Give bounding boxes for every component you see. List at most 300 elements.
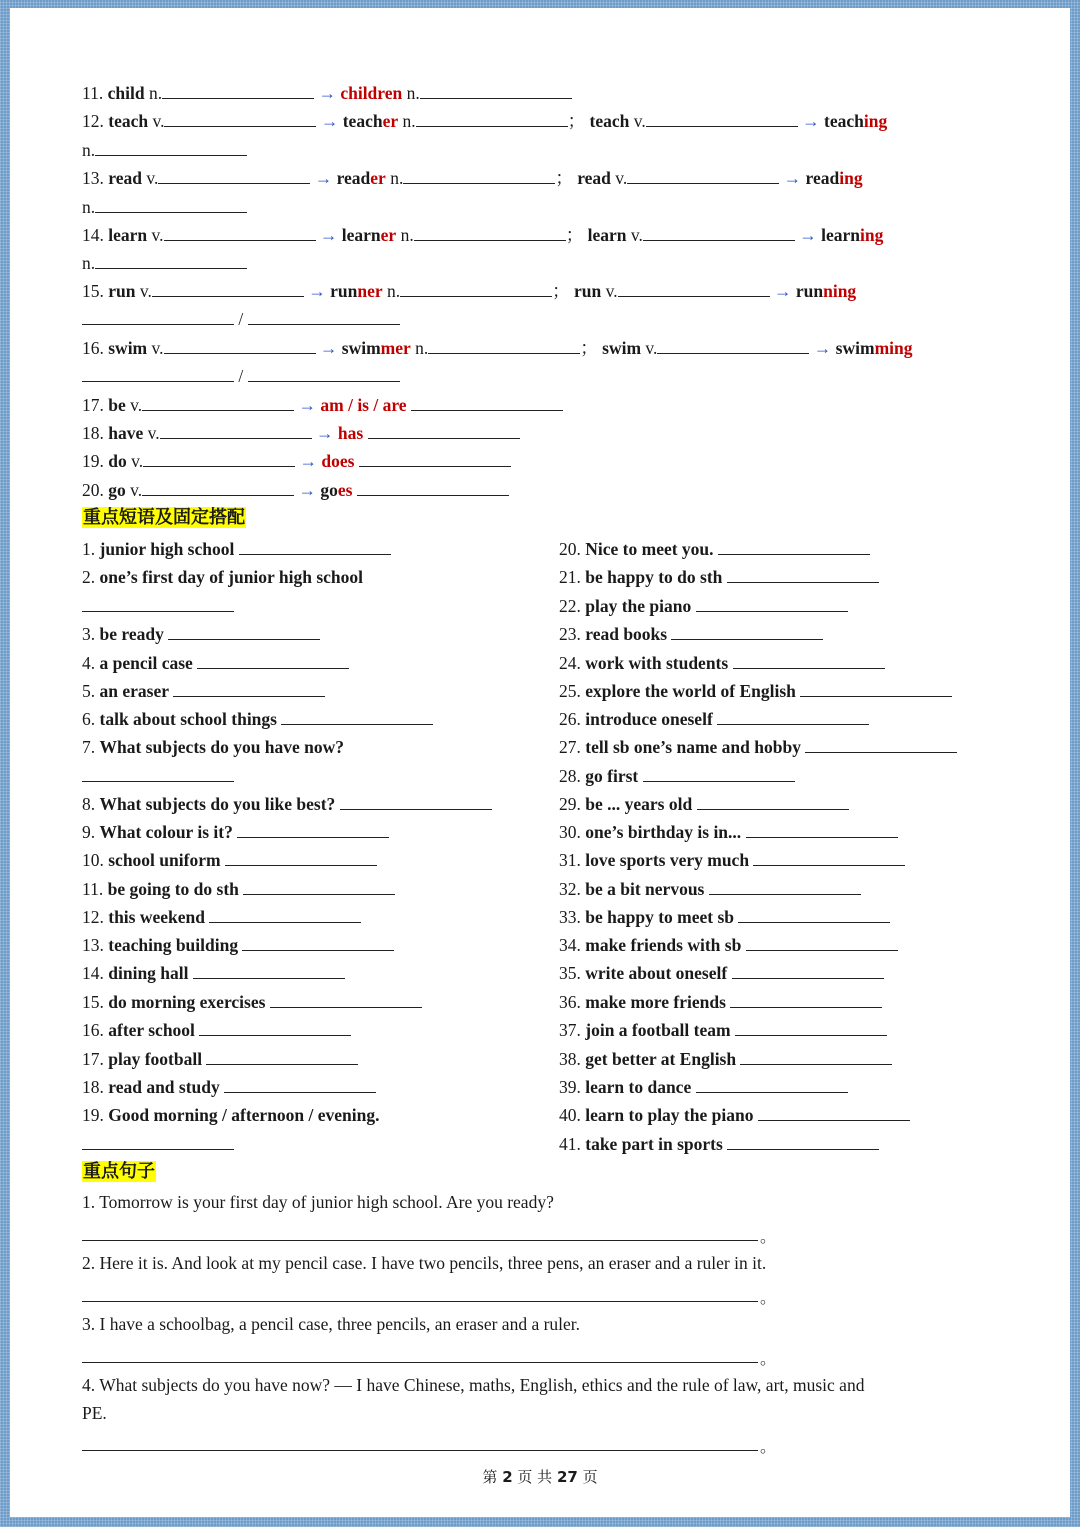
arrow-icon: →: [783, 168, 802, 188]
answer-blank[interactable]: [82, 365, 234, 382]
answer-blank[interactable]: [627, 167, 779, 184]
item-number: 8.: [82, 794, 96, 814]
answer-blank[interactable]: [199, 1019, 351, 1036]
item-number: 35.: [559, 963, 581, 983]
answer-blank[interactable]: [697, 793, 849, 810]
sentence-end-mark: 。: [760, 1290, 777, 1307]
total-pages: 27: [556, 1468, 578, 1486]
part-of-speech: v.: [630, 225, 643, 245]
answer-blank[interactable]: [224, 1076, 376, 1093]
base-word: learn: [587, 225, 627, 245]
answer-blank[interactable]: [82, 1133, 234, 1150]
answer-blank[interactable]: [164, 110, 316, 127]
item-number: 20.: [559, 539, 581, 559]
answer-blank[interactable]: [158, 167, 310, 184]
answer-blank[interactable]: [428, 337, 580, 354]
phrase-text: be going to do sth: [107, 879, 239, 899]
arrow-icon: →: [298, 480, 316, 500]
answer-blank[interactable]: [164, 224, 316, 241]
answer-blank[interactable]: [805, 736, 957, 753]
answer-blank[interactable]: [696, 1076, 848, 1093]
worksheet-row: [82, 1191, 554, 1213]
arrow-icon: →: [316, 423, 334, 443]
item-number: 5.: [82, 681, 96, 701]
item-number: 34.: [559, 935, 581, 955]
item-number: 22.: [559, 596, 581, 616]
answer-blank[interactable]: [727, 1133, 879, 1150]
base-word: run: [574, 281, 602, 301]
answer-blank[interactable]: [746, 821, 898, 838]
answer-blank[interactable]: [237, 821, 389, 838]
base-word: swim: [602, 338, 642, 358]
part-of-speech: v.: [151, 225, 164, 245]
phrase-text: What colour is it?: [99, 822, 233, 842]
answer-blank[interactable]: [416, 110, 568, 127]
answer-blank[interactable]: [643, 224, 795, 241]
item-number: 20.: [82, 480, 104, 500]
item-number: 24.: [559, 653, 581, 673]
arrow-icon: →: [314, 168, 333, 188]
phrase-text: go first: [585, 766, 639, 786]
answer-blank[interactable]: [420, 82, 572, 99]
target-form-base: teach: [824, 111, 864, 131]
worksheet-row: [82, 1104, 380, 1126]
footer-text: 页 共: [512, 1468, 557, 1486]
target-form-suffix: mer: [380, 338, 411, 358]
arrow-icon: →: [802, 111, 820, 131]
worksheet-row: [82, 1374, 864, 1396]
answer-blank[interactable]: [758, 1104, 910, 1121]
worksheet-row: [82, 1076, 376, 1098]
worksheet-row: [82, 595, 234, 617]
item-number: 12.: [82, 111, 104, 131]
item-number: 19.: [82, 1105, 104, 1125]
answer-blank[interactable]: [727, 566, 879, 583]
part-of-speech: v.: [605, 281, 618, 301]
item-number: 14.: [82, 225, 104, 245]
target-form-suffix: ing: [839, 168, 863, 188]
answer-blank[interactable]: [82, 595, 234, 612]
phrase-text: tell sb one’s name and hobby: [585, 737, 801, 757]
item-number: 16.: [82, 338, 104, 358]
answer-blank[interactable]: [206, 1048, 358, 1065]
phrase-text: explore the world of English: [585, 681, 796, 701]
item-number: 40.: [559, 1105, 581, 1125]
footer-text: 第: [482, 1468, 503, 1486]
answer-blank[interactable]: [143, 450, 295, 467]
phrase-text: get better at English: [585, 1049, 737, 1069]
answer-blank[interactable]: [82, 765, 234, 782]
answer-blank[interactable]: [740, 1048, 892, 1065]
answer-blank[interactable]: [735, 1019, 887, 1036]
phrase-text: one’s birthday is in...: [585, 822, 742, 842]
base-word: swim: [108, 338, 148, 358]
answer-blank[interactable]: [411, 394, 563, 411]
part-of-speech: n.: [400, 225, 414, 245]
arrow-icon: →: [308, 281, 326, 301]
phrase-text: Good morning / afternoon / evening.: [108, 1105, 380, 1125]
worksheet-row: [82, 337, 913, 359]
answer-blank[interactable]: [95, 139, 247, 156]
answer-blank[interactable]: [753, 849, 905, 866]
worksheet-row: [82, 252, 247, 274]
answer-blank[interactable]: [730, 991, 882, 1008]
answer-blank[interactable]: [738, 906, 890, 923]
worksheet-row: [82, 566, 363, 588]
item-number: 15.: [82, 281, 104, 301]
answer-blank[interactable]: [248, 365, 400, 382]
item-number: 11.: [82, 83, 104, 103]
sentence-text: I have a schoolbag, a pencil case, three pencils, an eraser and a ruler.: [99, 1314, 581, 1334]
arrow-icon: →: [813, 338, 832, 358]
phrase-text: talk about school things: [99, 709, 277, 729]
phrase-text: be ready: [99, 624, 164, 644]
phrase-text: Nice to meet you.: [585, 539, 714, 559]
item-number: 3.: [82, 624, 96, 644]
arrow-icon: →: [318, 83, 336, 103]
item-number: 6.: [82, 709, 96, 729]
answer-blank[interactable]: [142, 394, 294, 411]
answer-blank[interactable]: [168, 623, 320, 640]
answer-blank[interactable]: [95, 252, 247, 269]
item-number: 21.: [559, 567, 581, 587]
target-form-base: run: [795, 281, 824, 301]
worksheet-row: [82, 224, 883, 246]
item-number: 2.: [82, 567, 96, 587]
part-of-speech: v.: [151, 338, 164, 358]
sentence-text: What subjects do you have now? — I have Chinese, maths, English, ethics and the rule of law, art, music and: [99, 1375, 865, 1395]
answer-blank[interactable]: [618, 280, 770, 297]
phrase-text: make more friends: [585, 992, 726, 1012]
sentence-end-mark: 。: [760, 1351, 777, 1368]
worksheet-row: [82, 793, 492, 815]
item-number: 27.: [559, 737, 581, 757]
worksheet-row: [82, 934, 394, 956]
base-word: teach: [108, 111, 149, 131]
answer-line[interactable]: [82, 1450, 758, 1451]
answer-blank[interactable]: [657, 337, 809, 354]
part-of-speech: v.: [130, 480, 143, 500]
item-number: 33.: [559, 907, 581, 927]
worksheet-row: [82, 1160, 156, 1183]
arrow-icon: →: [299, 451, 317, 471]
part-of-speech: n.: [148, 83, 163, 103]
answer-blank[interactable]: [696, 595, 848, 612]
base-word: do: [108, 451, 127, 471]
target-form: children: [340, 83, 403, 103]
part-of-speech: v.: [131, 451, 144, 471]
worksheet-row: [82, 479, 509, 501]
target-form-base: read: [805, 168, 840, 188]
separator: ；: [580, 338, 598, 358]
target-form-suffix: ming: [874, 338, 913, 358]
part-of-speech: n.: [82, 140, 96, 160]
worksheet-row: [82, 280, 856, 302]
worksheet-row: [559, 566, 879, 588]
worksheet-row: [82, 878, 395, 900]
answer-blank[interactable]: [225, 849, 377, 866]
phrase-text: play football: [108, 1049, 203, 1069]
answer-blank[interactable]: [242, 934, 394, 951]
part-of-speech: v.: [146, 168, 159, 188]
worksheet-row: [82, 110, 887, 132]
part-of-speech: n.: [82, 253, 96, 273]
target-form-base: learn: [821, 225, 860, 245]
phrase-text: take part in sports: [585, 1134, 723, 1154]
phrase-text: teaching building: [108, 935, 239, 955]
worksheet-row: [82, 538, 391, 560]
worksheet-row: [559, 1048, 892, 1070]
answer-blank[interactable]: [209, 906, 361, 923]
worksheet-row: [82, 450, 511, 472]
phrase-text: an eraser: [99, 681, 169, 701]
answer-blank[interactable]: [400, 280, 552, 297]
sentence-end-mark: 。: [760, 1439, 777, 1456]
item-number: 36.: [559, 992, 581, 1012]
target-form-base: swim: [341, 338, 381, 358]
worksheet-row: [559, 821, 898, 843]
worksheet-row: [82, 821, 389, 843]
phrase-text: What subjects do you have now?: [99, 737, 345, 757]
worksheet-row: [82, 708, 433, 730]
base-word: read: [108, 168, 142, 188]
base-word: child: [107, 83, 145, 103]
item-number: 7.: [82, 737, 96, 757]
answer-blank[interactable]: [340, 793, 492, 810]
item-number: 39.: [559, 1077, 581, 1097]
base-word: run: [108, 281, 136, 301]
target-form-suffix: ner: [357, 281, 383, 301]
arrow-icon: →: [773, 281, 792, 301]
current-page: 2: [502, 1468, 513, 1486]
part-of-speech: n.: [387, 281, 401, 301]
answer-blank[interactable]: [718, 538, 870, 555]
item-number: 25.: [559, 681, 581, 701]
target-form-suffix: ing: [859, 225, 884, 245]
worksheet-row: [82, 991, 422, 1013]
answer-blank[interactable]: [717, 708, 869, 725]
item-number: 1.: [82, 539, 96, 559]
target-form-base: read: [336, 168, 371, 188]
arrow-icon: →: [320, 111, 339, 131]
phrase-text: make friends with sb: [585, 935, 742, 955]
item-number: 13.: [82, 935, 104, 955]
phrase-text: be a bit nervous: [585, 879, 705, 899]
phrase-text: be happy to meet sb: [585, 907, 735, 927]
worksheet-row: [82, 82, 572, 104]
worksheet-row: [82, 652, 349, 674]
separator: ；: [552, 281, 570, 301]
sentence-text: Tomorrow is your first day of junior high school. Are you ready?: [99, 1192, 554, 1212]
section-heading-sentences: 重点句子: [83, 1161, 155, 1182]
item-number: 11.: [82, 879, 104, 899]
target-form-base: teach: [342, 111, 383, 131]
answer-blank[interactable]: [646, 110, 798, 127]
answer-blank[interactable]: [248, 308, 400, 325]
target-form-base: learn: [341, 225, 381, 245]
item-number: 17.: [82, 395, 104, 415]
worksheet-row: [82, 962, 345, 984]
answer-blank[interactable]: [414, 224, 566, 241]
phrase-text: dining hall: [108, 963, 189, 983]
worksheet-row: [82, 680, 325, 702]
answer-blank[interactable]: [82, 308, 234, 325]
answer-blank[interactable]: [709, 878, 861, 895]
answer-blank[interactable]: [142, 479, 294, 496]
answer-blank[interactable]: [281, 708, 433, 725]
item-number: 23.: [559, 624, 581, 644]
base-word: learn: [108, 225, 148, 245]
base-word: teach: [589, 111, 630, 131]
arrow-icon: →: [799, 225, 817, 245]
base-word: be: [108, 395, 126, 415]
item-number: 1.: [82, 1192, 96, 1212]
worksheet-row: [82, 765, 234, 787]
part-of-speech: n.: [402, 111, 416, 131]
part-of-speech: v.: [130, 395, 143, 415]
item-number: 18.: [82, 1077, 104, 1097]
slash: /: [238, 366, 244, 386]
worksheet-row: [82, 736, 344, 758]
answer-blank[interactable]: [368, 422, 520, 439]
answer-blank[interactable]: [197, 652, 349, 669]
answer-blank[interactable]: [746, 934, 898, 951]
item-number: 3.: [82, 1314, 96, 1334]
answer-blank[interactable]: [243, 878, 395, 895]
answer-blank[interactable]: [239, 538, 391, 555]
worksheet-row: [559, 680, 952, 702]
phrase-text: love sports very much: [585, 850, 750, 870]
answer-blank[interactable]: [643, 765, 795, 782]
separator: ；: [565, 225, 584, 245]
part-of-speech: n.: [406, 83, 420, 103]
part-of-speech: v.: [139, 281, 152, 301]
phrase-text: write about oneself: [585, 963, 728, 983]
answer-blank[interactable]: [160, 422, 312, 439]
worksheet-row: [559, 1076, 848, 1098]
answer-blank[interactable]: [403, 167, 555, 184]
item-number: 41.: [559, 1134, 581, 1154]
answer-blank[interactable]: [270, 991, 422, 1008]
worksheet-row: [559, 1019, 887, 1041]
item-number: 37.: [559, 1020, 581, 1040]
answer-blank[interactable]: [733, 652, 885, 669]
part-of-speech: n.: [390, 168, 404, 188]
phrase-text: this weekend: [108, 907, 205, 927]
answer-blank[interactable]: [95, 196, 247, 213]
answer-blank[interactable]: [357, 479, 509, 496]
sentence-text: Here it is. And look at my pencil case. I have two pencils, three pens, an eraser and a ruler in it.: [99, 1253, 767, 1273]
worksheet-row: [82, 167, 863, 189]
arrow-icon: →: [319, 225, 338, 245]
answer-line[interactable]: [82, 1301, 758, 1302]
worksheet-row: [82, 1133, 234, 1155]
part-of-speech: v.: [645, 338, 658, 358]
target-form-suffix: ning: [823, 281, 857, 301]
answer-blank[interactable]: [732, 962, 884, 979]
item-number: 16.: [82, 1020, 104, 1040]
answer-blank[interactable]: [359, 450, 511, 467]
worksheet-row: [559, 934, 898, 956]
phrase-text: be ... years old: [585, 794, 693, 814]
worksheet-row: [559, 962, 884, 984]
page-footer: [10, 1466, 1070, 1487]
item-number: 9.: [82, 822, 96, 842]
item-number: 28.: [559, 766, 581, 786]
answer-line[interactable]: [82, 1240, 758, 1241]
answer-blank[interactable]: [164, 337, 316, 354]
target-form: am / is / are: [320, 395, 407, 415]
part-of-speech: n.: [415, 338, 429, 358]
base-word: have: [108, 423, 144, 443]
phrase-text: play the piano: [585, 596, 692, 616]
item-number: 10.: [82, 850, 104, 870]
part-of-speech: v.: [147, 423, 160, 443]
answer-blank[interactable]: [162, 82, 314, 99]
worksheet-row: [559, 595, 848, 617]
worksheet-row: [559, 991, 882, 1013]
footer-text: 页: [577, 1468, 598, 1486]
phrase-text: be happy to do sth: [585, 567, 723, 587]
phrase-text: one’s first day of junior high school: [99, 567, 363, 587]
part-of-speech: v.: [152, 111, 165, 131]
worksheet-row: [559, 849, 905, 871]
worksheet-row: [559, 736, 957, 758]
worksheet-row: [82, 1402, 107, 1424]
worksheet-row: [559, 1133, 879, 1155]
item-number: 18.: [82, 423, 104, 443]
answer-line[interactable]: [82, 1362, 758, 1363]
worksheet-row: [82, 139, 247, 161]
worksheet-page: [10, 8, 1070, 1517]
target-form-suffix: er: [370, 168, 386, 188]
answer-blank[interactable]: [152, 280, 304, 297]
target-form-base: run: [330, 281, 358, 301]
worksheet-row: [559, 623, 823, 645]
target-form: has: [337, 423, 364, 443]
worksheet-row: [82, 506, 246, 529]
item-number: 26.: [559, 709, 581, 729]
phrase-text: junior high school: [99, 539, 235, 559]
sentence-end-mark: 。: [760, 1229, 777, 1246]
phrase-text: read books: [585, 624, 668, 644]
sentence-text: PE.: [82, 1403, 107, 1423]
phrase-text: read and study: [108, 1077, 220, 1097]
separator: ；: [567, 111, 586, 131]
phrase-text: learn to dance: [585, 1077, 692, 1097]
answer-blank[interactable]: [193, 962, 345, 979]
worksheet-row: [82, 308, 400, 330]
phrase-text: learn to play the piano: [585, 1105, 754, 1125]
worksheet-row: [559, 793, 849, 815]
answer-blank[interactable]: [173, 680, 325, 697]
worksheet-row: [82, 1019, 351, 1041]
item-number: 4.: [82, 1375, 96, 1395]
item-number: 13.: [82, 168, 104, 188]
phrase-text: a pencil case: [99, 653, 193, 673]
item-number: 17.: [82, 1049, 104, 1069]
worksheet-row: [559, 652, 885, 674]
slash: /: [238, 309, 244, 329]
part-of-speech: v.: [615, 168, 628, 188]
item-number: 4.: [82, 653, 96, 673]
arrow-icon: →: [319, 338, 338, 358]
item-number: 12.: [82, 907, 104, 927]
answer-blank[interactable]: [800, 680, 952, 697]
phrase-text: What subjects do you like best?: [99, 794, 336, 814]
answer-blank[interactable]: [671, 623, 823, 640]
worksheet-row: [82, 196, 247, 218]
